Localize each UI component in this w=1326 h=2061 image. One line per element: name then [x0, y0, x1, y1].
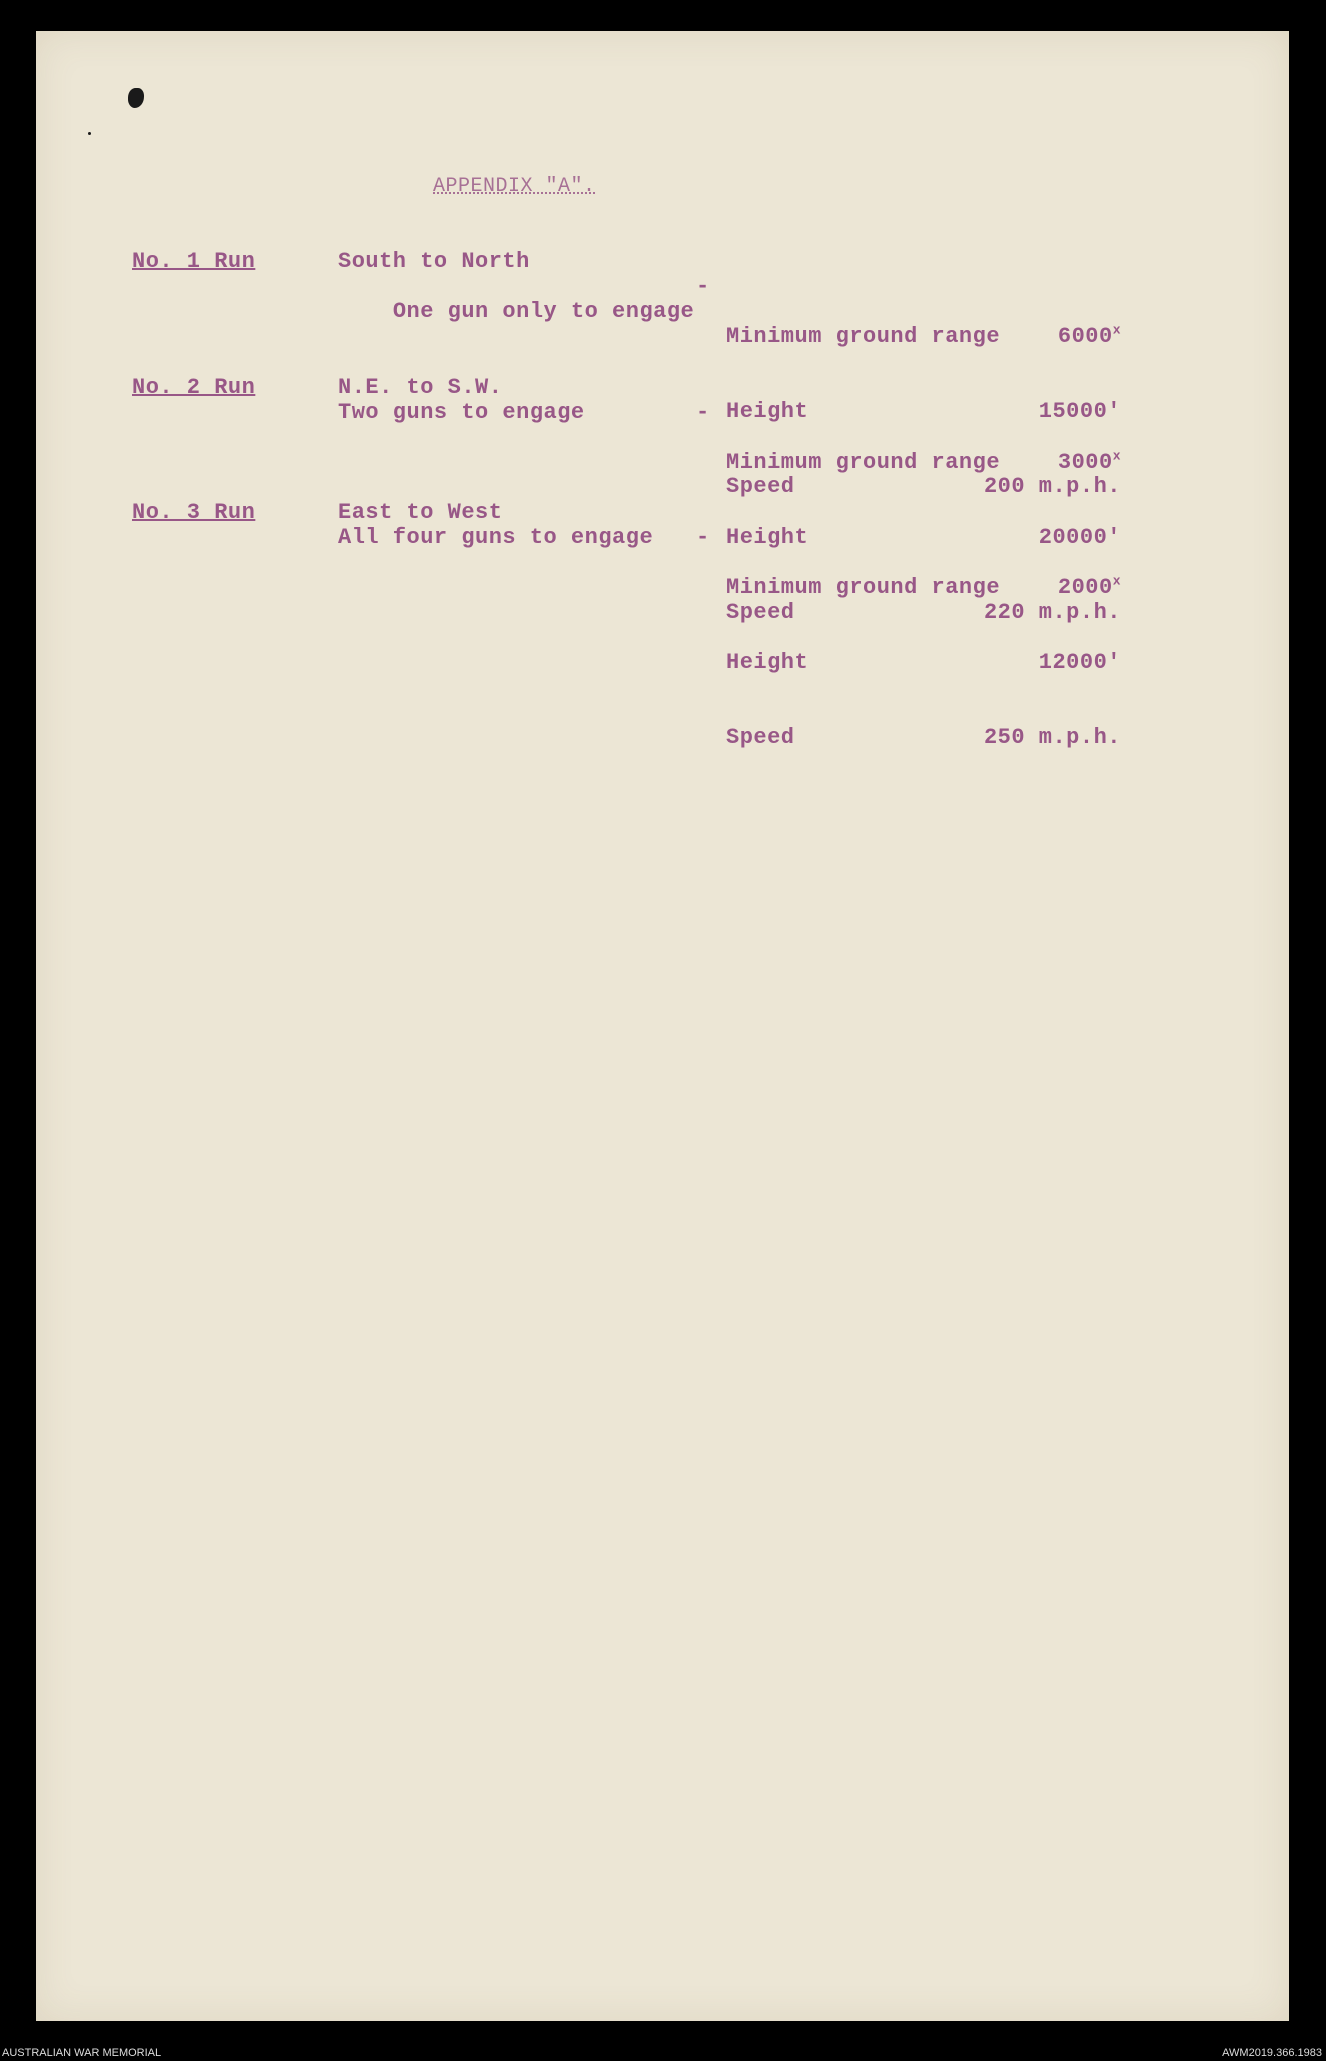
- run-3-height-label: Height: [726, 650, 809, 675]
- footer-accession-number: AWM2019.366.1983: [1222, 2047, 1322, 2059]
- run-2-range-row: [726, 450, 1121, 475]
- footer-credit: AUSTRALIAN WAR MEMORIAL: [2, 2047, 162, 2059]
- run-2-speed-label: Speed: [726, 600, 795, 625]
- run-3-range-unit: x: [1112, 573, 1121, 589]
- run-1-label: No. 1 Run: [132, 249, 256, 274]
- run-3-range-row: [726, 575, 1121, 600]
- run-3-range: [1058, 575, 1121, 600]
- run-3-range-value: 2000: [1057, 575, 1113, 600]
- run-1-direction: South to North: [338, 249, 530, 274]
- run-1-engage-text: One gun only to engage: [392, 299, 695, 324]
- run-2-range: [1058, 450, 1121, 475]
- run-3-dash: -: [696, 525, 710, 550]
- run-1-range-row: [726, 324, 1121, 349]
- run-1-height-value: 15000': [1038, 399, 1121, 424]
- run-3-height-value: 12000': [1038, 650, 1121, 675]
- run-2-direction: N.E. to S.W.: [338, 375, 503, 400]
- run-3-criteria: [726, 525, 1121, 800]
- run-2-height-value: 20000': [1038, 525, 1121, 550]
- run-1-range: [1058, 324, 1121, 349]
- run-2-speed-value: 220 m.p.h.: [983, 600, 1121, 625]
- run-1-speed-label: Speed: [726, 474, 795, 499]
- run-3-direction: East to West: [338, 500, 503, 525]
- run-1-range-value: 6000: [1057, 324, 1113, 349]
- run-2-range-value: 3000: [1057, 450, 1113, 475]
- run-3-height-row: [726, 650, 1121, 675]
- ink-blot: [128, 88, 144, 108]
- document-page: [36, 31, 1289, 2021]
- run-2-label: No. 2 Run: [132, 375, 256, 400]
- run-3-speed-row: [726, 725, 1121, 750]
- run-2-height-label: Height: [726, 525, 809, 550]
- run-1-dash: -: [696, 274, 710, 299]
- page-title: APPENDIX "A".: [433, 175, 596, 198]
- run-1-height-label: Height: [726, 399, 809, 424]
- run-2-engage: Two guns to engage: [338, 400, 585, 425]
- run-1-range-unit: x: [1112, 322, 1121, 338]
- run-2-range-label: Minimum ground range: [726, 450, 1001, 475]
- run-3-engage: All four guns to engage: [338, 525, 654, 550]
- run-1-speed-value: 200 m.p.h.: [983, 474, 1121, 499]
- ink-speck: [88, 132, 91, 135]
- run-2-range-unit: x: [1112, 448, 1121, 464]
- run-1-engage: [338, 274, 694, 349]
- run-1-range-label: Minimum ground range: [726, 324, 1001, 349]
- run-3-range-label: Minimum ground range: [726, 575, 1001, 600]
- run-3-speed-label: Speed: [726, 725, 795, 750]
- run-2-dash: -: [696, 400, 710, 425]
- run-3-speed-value: 250 m.p.h.: [983, 725, 1121, 750]
- run-3-label: No. 3 Run: [132, 500, 256, 525]
